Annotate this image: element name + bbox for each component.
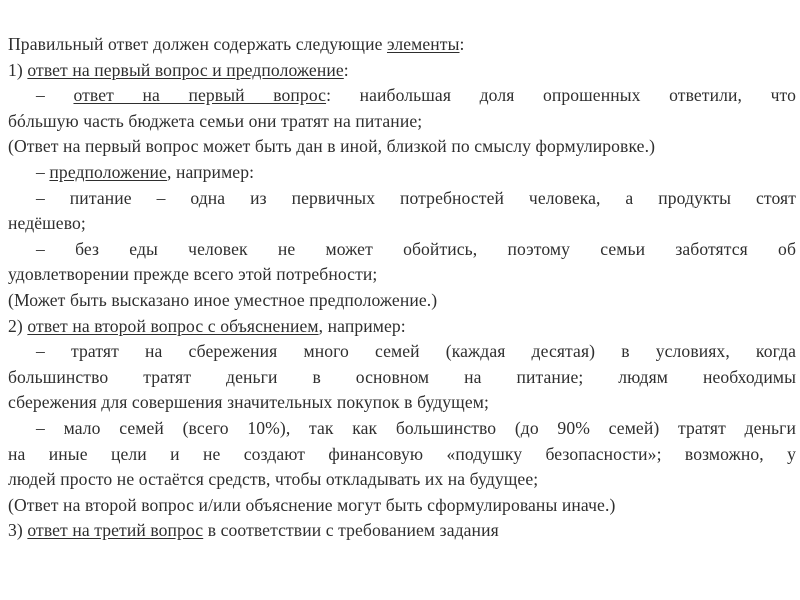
q1-answer-line-1 — [8, 83, 796, 109]
hypothesis-a-line-2: недёшево; — [8, 213, 86, 234]
q1-answer-text: : наибольшая доля опрошенных ответили, что — [326, 85, 796, 106]
item-2-title: ответ на второй вопрос с объяснением — [27, 315, 319, 336]
note-2: (Может быть высказано иное уместное предположение.) — [8, 289, 438, 310]
answer-2b-line-2: на иные цели и не создают финансовую «подушку безопасности»; возможно, у — [8, 443, 796, 464]
intro-line — [8, 32, 796, 58]
item-3-number: 3) — [8, 520, 28, 541]
intro-text: Правильный ответ должен содержать следующие — [8, 34, 387, 54]
item-1-heading — [8, 58, 796, 84]
answer-2a-line-2: большинство тратят деньги в основном на питание; людям необходимы — [8, 366, 796, 387]
q1-answer-line-2: бóльшую часть бюджета семьи они тратят на питание; — [8, 110, 423, 131]
hypothesis-dash: – — [36, 161, 50, 182]
intro-colon: : — [459, 34, 465, 54]
note-3: (Ответ на второй вопрос и/или объяснение могут быть сформулированы иначе.) — [8, 494, 616, 515]
note-1: (Ответ на первый вопрос может быть дан в иной, близкой по смыслу формулировке.) — [8, 136, 656, 157]
item-3-title: ответ на третий вопрос — [27, 520, 204, 541]
item-2-suffix: , например: — [318, 315, 406, 336]
answer-2a-line-3: сбережения для совершения значительных покупок в будущем; — [8, 392, 489, 413]
q1-dash: – — [36, 85, 74, 106]
hypothesis-a-line-1: – питание – одна из первичных потребностей человека, а продукты стоят — [36, 187, 796, 208]
hypothesis-b-line-2: удовлетворении прежде всего этой потребности; — [8, 264, 378, 285]
answer-2b-line-1: – мало семей (всего 10%), так как большинство (до 90% семей) тратят деньги — [36, 417, 796, 438]
item-1-colon: : — [343, 59, 349, 80]
item-1-number: 1) — [8, 59, 28, 80]
item-2-number: 2) — [8, 315, 28, 336]
item-2-heading — [8, 314, 796, 340]
hypothesis-heading — [8, 160, 796, 186]
intro-underlined-word: элементы — [387, 34, 460, 54]
hypothesis-suffix: , например: — [166, 161, 255, 182]
answer-2a-line-1: – тратят на сбережения много семей (каждая десятая) в условиях, когда — [36, 341, 796, 362]
hypothesis-b-line-1: – без еды человек не может обойтись, поэтому семьи заботятся об — [36, 238, 796, 259]
q1-label: ответ на первый вопрос — [73, 85, 327, 106]
answer-2b-line-3: людей просто не остаётся средств, чтобы откладывать их на будущее; — [8, 469, 539, 490]
answer-criteria-document — [8, 32, 796, 544]
item-3-heading — [8, 518, 796, 544]
item-3-suffix: в соответствии с требованием задания — [203, 520, 499, 541]
item-1-title: ответ на первый вопрос и предположение — [27, 59, 344, 80]
hypothesis-label: предположение — [49, 161, 167, 182]
